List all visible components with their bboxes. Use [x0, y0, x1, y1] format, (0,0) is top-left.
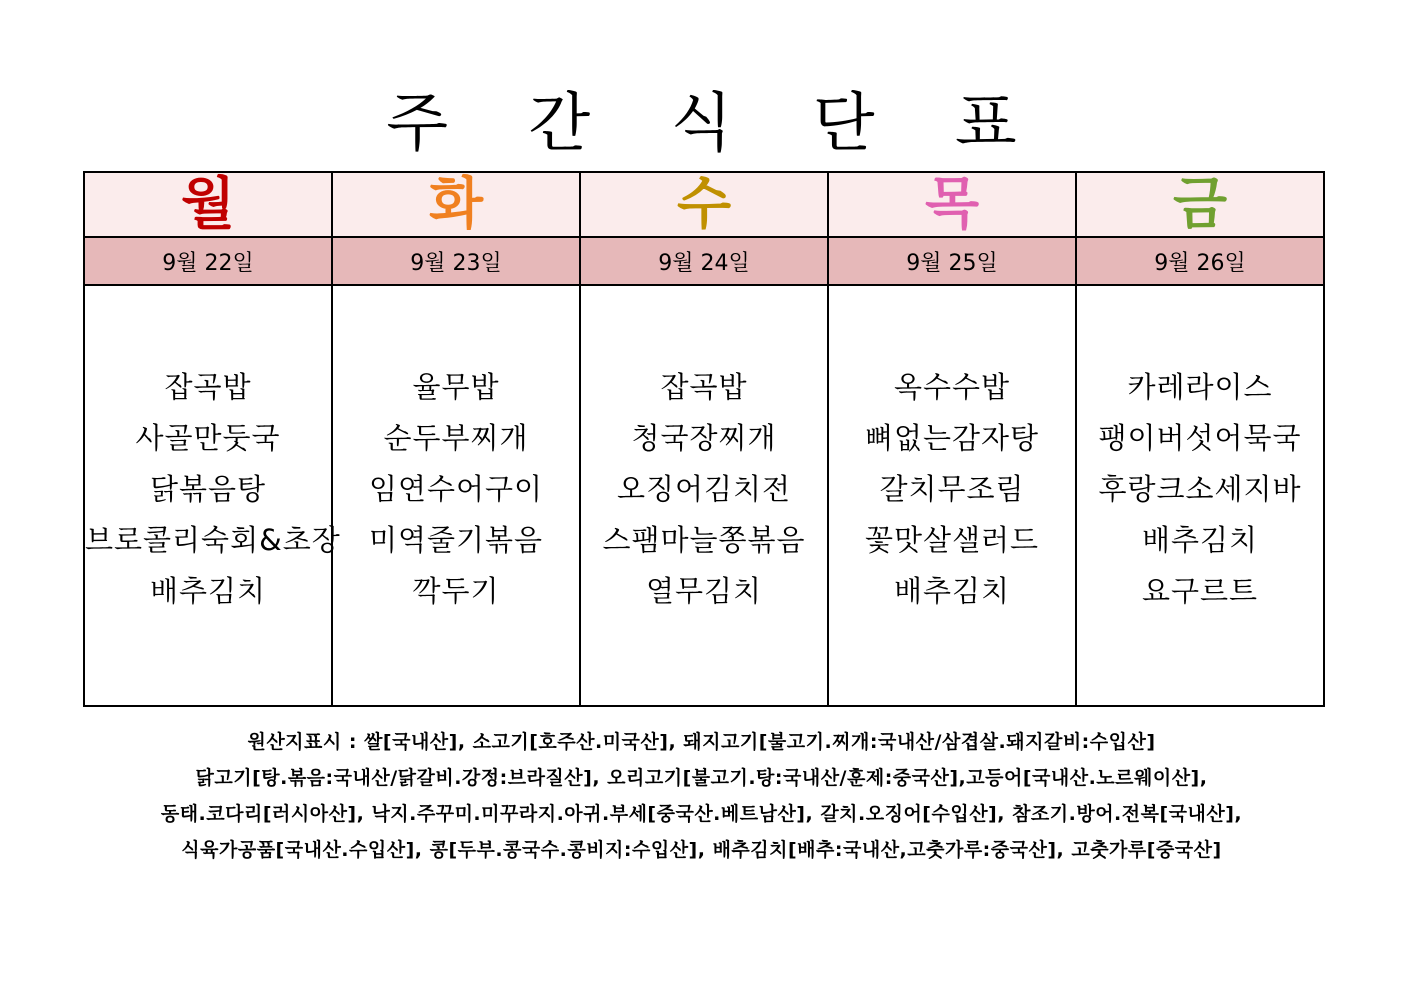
menu-item: 미역줄기볶음 [368, 523, 544, 558]
date-row [84, 237, 1324, 285]
origin-note-line: 원산지표시 : 쌀[국내산], 소고기[호주산.미국산], 돼지고기[불고기.찌개:국내산/삼겹살.돼지갈비:수입산] [247, 731, 1156, 753]
menu-item: 순두부찌개 [383, 421, 529, 456]
menu-item: 임연수어구이 [368, 472, 544, 507]
menu-item: 잡곡밥 [164, 370, 252, 405]
menu-item: 요구르트 [1141, 574, 1259, 609]
menu-item: 율무밥 [412, 370, 500, 405]
origin-note-line: 닭고기[탕.볶음:국내산/닭갈비.강정:브라질산], 오리고기[불고기.탕:국내산/훈제:중국산],고등어[국내산.노르웨이산], [195, 767, 1208, 789]
menu-cell-thu [828, 285, 1076, 706]
menu-item: 팽이버섯어묵국 [1098, 421, 1302, 456]
menu-list [829, 362, 1075, 629]
menu-item: 브로콜리숙회&초장 [85, 523, 341, 558]
origin-note-line: 식육가공품[국내산.수입산], 콩[두부.콩국수.콩비지:수입산], 배추김치[배추:국내산,고춧가루:중국산], 고춧가루[중국산] [181, 839, 1222, 861]
menu-item: 잡곡밥 [660, 370, 748, 405]
menu-cell-wed [580, 285, 828, 706]
menu-item: 카레라이스 [1127, 370, 1273, 405]
menu-item: 오징어김치전 [616, 472, 792, 507]
weekday-label: 월 [180, 171, 236, 237]
origin-note-line: 동태.코다리[러시아산], 낙지.주꾸미.미꾸라지.아귀.부세[중국산.베트남산], 갈치.오징어[수입산], 참조기.방어.전복[국내산], [160, 803, 1243, 825]
weekday-cell-thu [828, 172, 1076, 237]
menu-item: 사골만둣국 [135, 421, 281, 456]
date-cell: 9월 25일 [828, 237, 1076, 285]
menu-row [84, 285, 1324, 706]
menu-item: 꽃맛살샐러드 [864, 523, 1040, 558]
weekday-label: 금 [1172, 171, 1228, 237]
menu-cell-mon [84, 285, 341, 706]
menu-item: 청국장찌개 [631, 421, 777, 456]
date-cell: 9월 26일 [1076, 237, 1324, 285]
date-cell: 9월 24일 [580, 237, 828, 285]
date-cell: 9월 23일 [332, 237, 580, 285]
menu-item: 깍두기 [412, 574, 500, 609]
weekly-menu-table [83, 171, 1325, 707]
menu-item: 옥수수밥 [893, 370, 1011, 405]
menu-list [333, 362, 579, 629]
menu-item: 갈치무조림 [879, 472, 1025, 507]
weekday-label: 화 [428, 171, 484, 237]
weekday-cell-wed [580, 172, 828, 237]
weekday-label: 목 [924, 171, 980, 237]
menu-item: 뼈없는감자탕 [864, 421, 1040, 456]
page-title: 주 간 식 단 표 [386, 87, 1047, 161]
menu-list [85, 362, 341, 629]
weekday-cell-mon [84, 172, 332, 237]
menu-item: 배추김치 [893, 574, 1011, 609]
date-cell: 9월 22일 [84, 237, 332, 285]
menu-item: 닭볶음탕 [149, 472, 267, 507]
menu-item: 배추김치 [1141, 523, 1259, 558]
weekday-header-row [84, 172, 1324, 237]
menu-item: 배추김치 [149, 574, 267, 609]
origin-notice [40, 724, 1363, 868]
menu-list [581, 362, 827, 629]
menu-cell-fri [1076, 285, 1324, 706]
weekday-label: 수 [676, 171, 732, 237]
menu-cell-tue [332, 285, 580, 706]
menu-item: 열무김치 [645, 574, 763, 609]
weekday-cell-fri [1076, 172, 1324, 237]
menu-item: 스팸마늘쫑볶음 [602, 523, 806, 558]
menu-list [1077, 362, 1323, 629]
menu-item: 후랑크소세지바 [1098, 472, 1302, 507]
weekday-cell-tue [332, 172, 580, 237]
